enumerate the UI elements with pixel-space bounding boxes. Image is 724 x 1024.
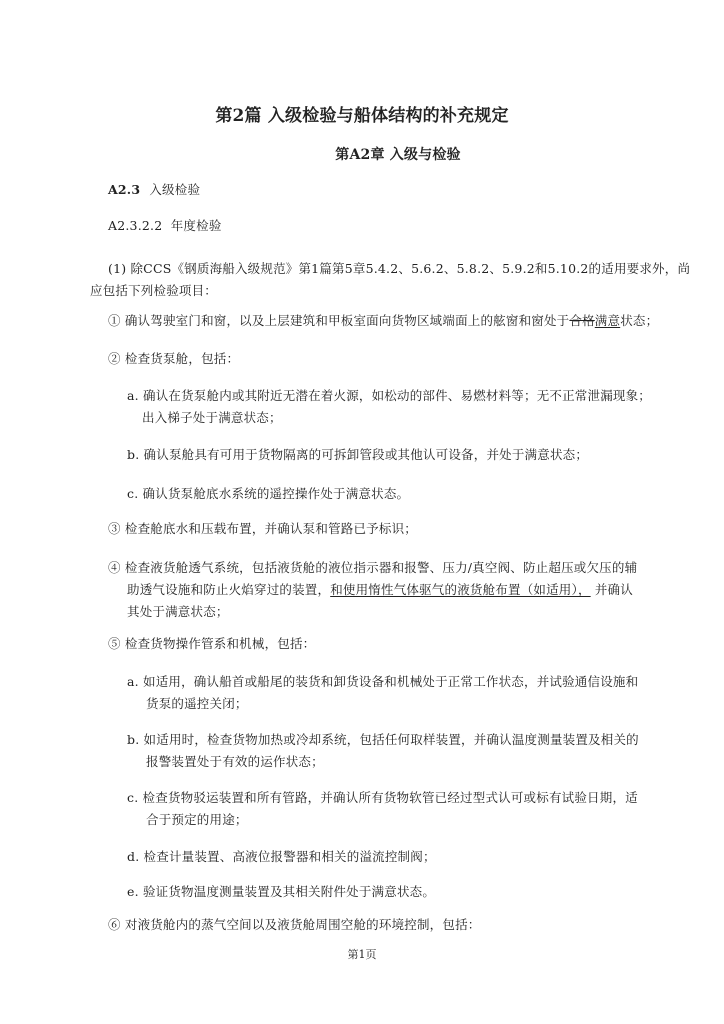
subsection-text: 年度检验	[170, 218, 222, 233]
section-heading	[108, 182, 200, 198]
item2a-line2: 出入梯子处于满意状态；	[142, 410, 282, 425]
para1-line2: 应包括下列检验项目：	[90, 283, 218, 298]
item1-underlined-text: 满意	[594, 313, 621, 328]
item4-line1: ④ 检查液货舱透气系统，包括液货舱的液位指示器和报警、压力/真空阀、防止超压或欠压的辅	[108, 560, 638, 575]
section-text: 入级检验	[149, 182, 201, 197]
subsection-heading	[108, 218, 222, 234]
item4-line3: 其处于满意状态；	[127, 604, 229, 619]
item2: ② 检查货泵舱，包括：	[108, 351, 240, 366]
page-number: 第1页	[347, 948, 377, 961]
chapter-heading: 第A2章 入级与检验	[335, 147, 461, 163]
page-title: 第2篇 入级检验与船体结构的补充规定	[215, 106, 509, 126]
item5c-line2: 合于预定的用途；	[146, 812, 248, 827]
item5a-line1: a. 如适用，确认船首或船尾的装货和卸货设备和机械处于正常工作状态，并试验通信设施和	[127, 674, 639, 689]
item5a-line2: 货泵的遥控关闭；	[146, 696, 248, 711]
item2c: c. 确认货泵舱底水系统的遥控操作处于满意状态。	[127, 486, 410, 501]
item1-text: ① 确认驾驶室门和窗，以及上层建筑和甲板室面向货物区域端面上的舷窗和窗处于	[108, 313, 570, 328]
item5: ⑤ 检查货物操作管系和机械，包括：	[108, 636, 316, 651]
item1	[108, 313, 658, 329]
item4-line2	[127, 582, 633, 598]
item2b: b. 确认泵舱具有可用于货物隔离的可拆卸管段或其他认可设备，并处于满意状态；	[127, 447, 589, 462]
item1-struck-text: 合格	[569, 313, 595, 328]
item1-end: 状态；	[620, 313, 659, 328]
item2a-line1: a. 确认在货泵舱内或其附近无潜在着火源，如松动的部件、易燃材料等；无不正常泄漏现象；	[127, 388, 652, 403]
subsection-number: A2.3.2.2	[108, 218, 163, 233]
item6: ⑥ 对液货舱内的蒸气空间以及液货舱周围空舱的环境控制，包括：	[108, 917, 481, 932]
item3: ③ 检查舱底水和压载布置，并确认泵和管路已予标识；	[108, 521, 417, 536]
item5c-line1: c. 检查货物驳运装置和所有管路，并确认所有货物软管已经过型式认可或标有试验日期，适	[127, 790, 638, 805]
item5e: e. 验证货物温度测量装置及其相关附件处于满意状态。	[127, 884, 436, 899]
item4-underlined-text: 和使用惰性气体驱气的液货舱布置（如适用），	[330, 582, 591, 597]
item5b-line1: b. 如适用时，检查货物加热或冷却系统，包括任何取样装置，并确认温度测量装置及相关的	[127, 732, 639, 747]
section-number: A2.3	[108, 182, 141, 197]
item5b-line2: 报警装置处于有效的运作状态；	[146, 754, 324, 769]
para1-line1: (1) 除CCS《钢质海船入级规范》第1篇第5章5.4.2、5.6.2、5.8.2、5.9.2和5.10.2的适用要求外，尚	[108, 261, 691, 276]
item5d: d. 检查计量装置、高液位报警器和相关的溢流控制阀；	[127, 849, 436, 864]
item4-line2-text: 助透气设施和防止火焰穿过的装置，	[127, 582, 331, 597]
item4-line2-end: 并确认	[590, 582, 633, 597]
